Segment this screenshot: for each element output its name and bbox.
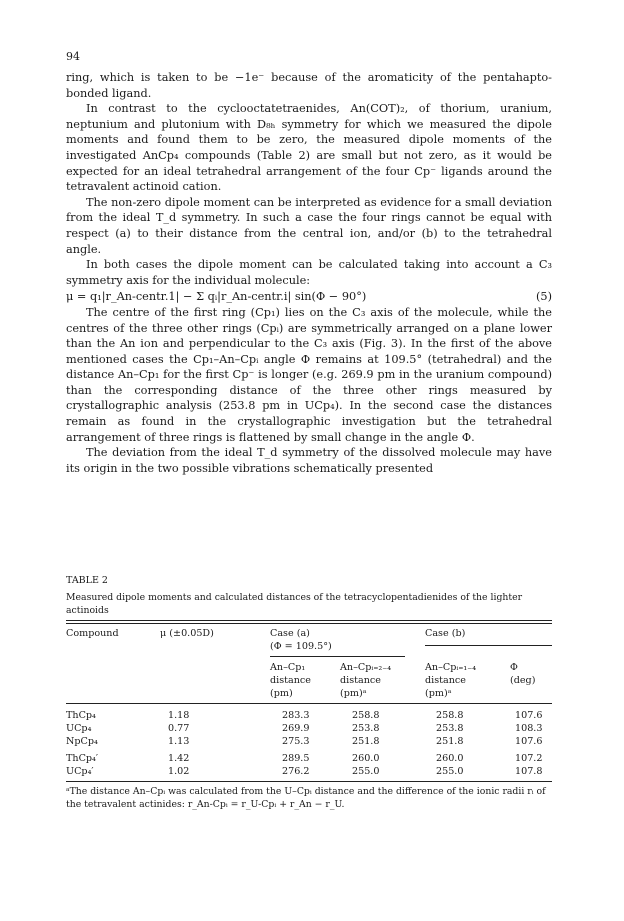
header-col3-line3: (pm) xyxy=(270,688,293,699)
header-case-a: Case (a) xyxy=(270,628,310,639)
row-4-col6: 107.2 xyxy=(515,753,543,764)
row-2-col5: 253.8 xyxy=(436,723,464,734)
row-3-col5: 251.8 xyxy=(436,736,464,747)
table-footnote: ᵃThe distance An–Cpᵢ was calculated from the U–Cpᵢ distance and the difference of the ionic radii rᵢ of the tetravalent actinides: r_An-Cpᵢ = r_U-Cpᵢ + r_An − r_U. xyxy=(66,786,546,810)
body-text xyxy=(66,70,552,476)
paragraph-3: The non-zero dipole moment can be interpreted as evidence for a small deviation from the ideal T_d symmetry. In such a case the four rings cannot be equal with respect (a) to their distance from the central ion, and/or (b) to the tetrahedral angle. xyxy=(66,195,552,256)
table-header-rule xyxy=(66,703,552,704)
header-col4-line3: (pm)ᵃ xyxy=(340,688,367,699)
case-a-underline xyxy=(270,656,405,657)
row-1-col3: 283.3 xyxy=(282,710,310,721)
row-5-col4: 255.0 xyxy=(352,766,380,777)
header-col3-line1: An–Cp₁ xyxy=(270,662,306,673)
equation-text: μ = q₁|r_An-centr.1| − Σ qᵢ|r_An-centr.i| sin(Φ − 90°) xyxy=(66,290,367,304)
row-1-mu: 1.18 xyxy=(168,710,190,721)
table-label: TABLE 2 xyxy=(66,575,108,586)
paragraph-5: The centre of the first ring (Cp₁) lies on the C₃ axis of the molecule, while the centres of the three other rings (Cpᵢ) are symmetrically arranged on a plane lower than the An ion and perpendicular to the C₃ axis (Fig. 3). In the first of the above mentioned cases the Cp₁–An–Cpᵢ angle Φ remains at 109.5° (tetrahedral) and the distance An–Cp₁ for the first Cp⁻ is longer (e.g. 269.9 pm in the uranium compound) than the corresponding distance of the three other rings measured by crystallographic analysis (253.8 pm in UCp₄). In the second case the distances remain as found in the crystallographic investigation but the tetrahedral arrangement of three rings is flattened by small change in the angle Φ. xyxy=(66,305,552,444)
row-4-col4: 260.0 xyxy=(352,753,380,764)
row-5-col6: 107.8 xyxy=(515,766,543,777)
header-col4-line1: An–Cpᵢ₌₂₋₄ xyxy=(340,662,392,673)
row-4-col3: 289.5 xyxy=(282,753,310,764)
row-4-col5: 260.0 xyxy=(436,753,464,764)
header-compound: Compound xyxy=(66,628,119,639)
header-col6-line1: Φ xyxy=(510,662,518,673)
table-bottom-rule xyxy=(66,781,552,782)
paragraph-4: In both cases the dipole moment can be calculated taking into account a C₃ symmetry axis for the individual molecule: xyxy=(66,258,552,287)
row-3-compound: NpCp₄ xyxy=(66,736,98,747)
row-5-compound: UCp₄′ xyxy=(66,766,94,777)
row-2-mu: 0.77 xyxy=(168,723,190,734)
row-2-compound: UCp₄ xyxy=(66,723,92,734)
row-1-col5: 258.8 xyxy=(436,710,464,721)
table-top-rule xyxy=(66,620,552,621)
row-3-col3: 275.3 xyxy=(282,736,310,747)
header-col5-line2: distance xyxy=(425,675,466,686)
row-5-col3: 276.2 xyxy=(282,766,310,777)
row-4-compound: ThCp₄′ xyxy=(66,753,99,764)
header-case-b: Case (b) xyxy=(425,628,466,639)
header-col6-line2: (deg) xyxy=(510,675,536,686)
case-b-underline xyxy=(425,645,552,646)
paragraph-2: In contrast to the cyclooctatetraenides, An(COT)₂, of thorium, uranium, neptunium and plutonium with D₈ₕ symmetry for which we measured the dipole moments and found them to be zero, the measured dipole moments of the investigated AnCp₄ compounds (Table 2) are small but not zero, as it would be expected for an ideal tetrahedral arrangement of the four Cp⁻ ligands around the tetravalent actinoid cation. xyxy=(66,102,552,194)
header-col4-line2: distance xyxy=(340,675,381,686)
paragraph-6: The deviation from the ideal T_d symmetry of the dissolved molecule may have its origin in the two possible vibrations schematically presented xyxy=(66,446,552,475)
equation-5 xyxy=(66,289,552,305)
header-col5-line3: (pm)ᵃ xyxy=(425,688,452,699)
paragraph-1: ring, which is taken to be −1e⁻ because of the aromaticity of the pentahapto-bonded ligand. xyxy=(66,71,552,100)
row-3-mu: 1.13 xyxy=(168,736,190,747)
row-2-col3: 269.9 xyxy=(282,723,310,734)
header-mu: μ (±0.05D) xyxy=(160,628,214,639)
row-5-col5: 255.0 xyxy=(436,766,464,777)
header-case-a-sub: (Φ = 109.5°) xyxy=(270,641,332,652)
row-5-mu: 1.02 xyxy=(168,766,190,777)
table-top-rule-double xyxy=(66,623,552,624)
row-1-col6: 107.6 xyxy=(515,710,543,721)
row-3-col4: 251.8 xyxy=(352,736,380,747)
row-2-col6: 108.3 xyxy=(515,723,543,734)
row-4-mu: 1.42 xyxy=(168,753,190,764)
table-caption: Measured dipole moments and calculated distances of the tetracyclopentadienides of the lighter actinoids xyxy=(66,592,523,616)
header-col5-line1: An–Cpᵢ₌₁₋₄ xyxy=(425,662,477,673)
row-1-compound: ThCp₄ xyxy=(66,710,96,721)
equation-number: (5) xyxy=(535,290,552,304)
page-number: 94 xyxy=(66,50,80,63)
header-col3-line2: distance xyxy=(270,675,311,686)
row-1-col4: 258.8 xyxy=(352,710,380,721)
row-2-col4: 253.8 xyxy=(352,723,380,734)
row-3-col6: 107.6 xyxy=(515,736,543,747)
